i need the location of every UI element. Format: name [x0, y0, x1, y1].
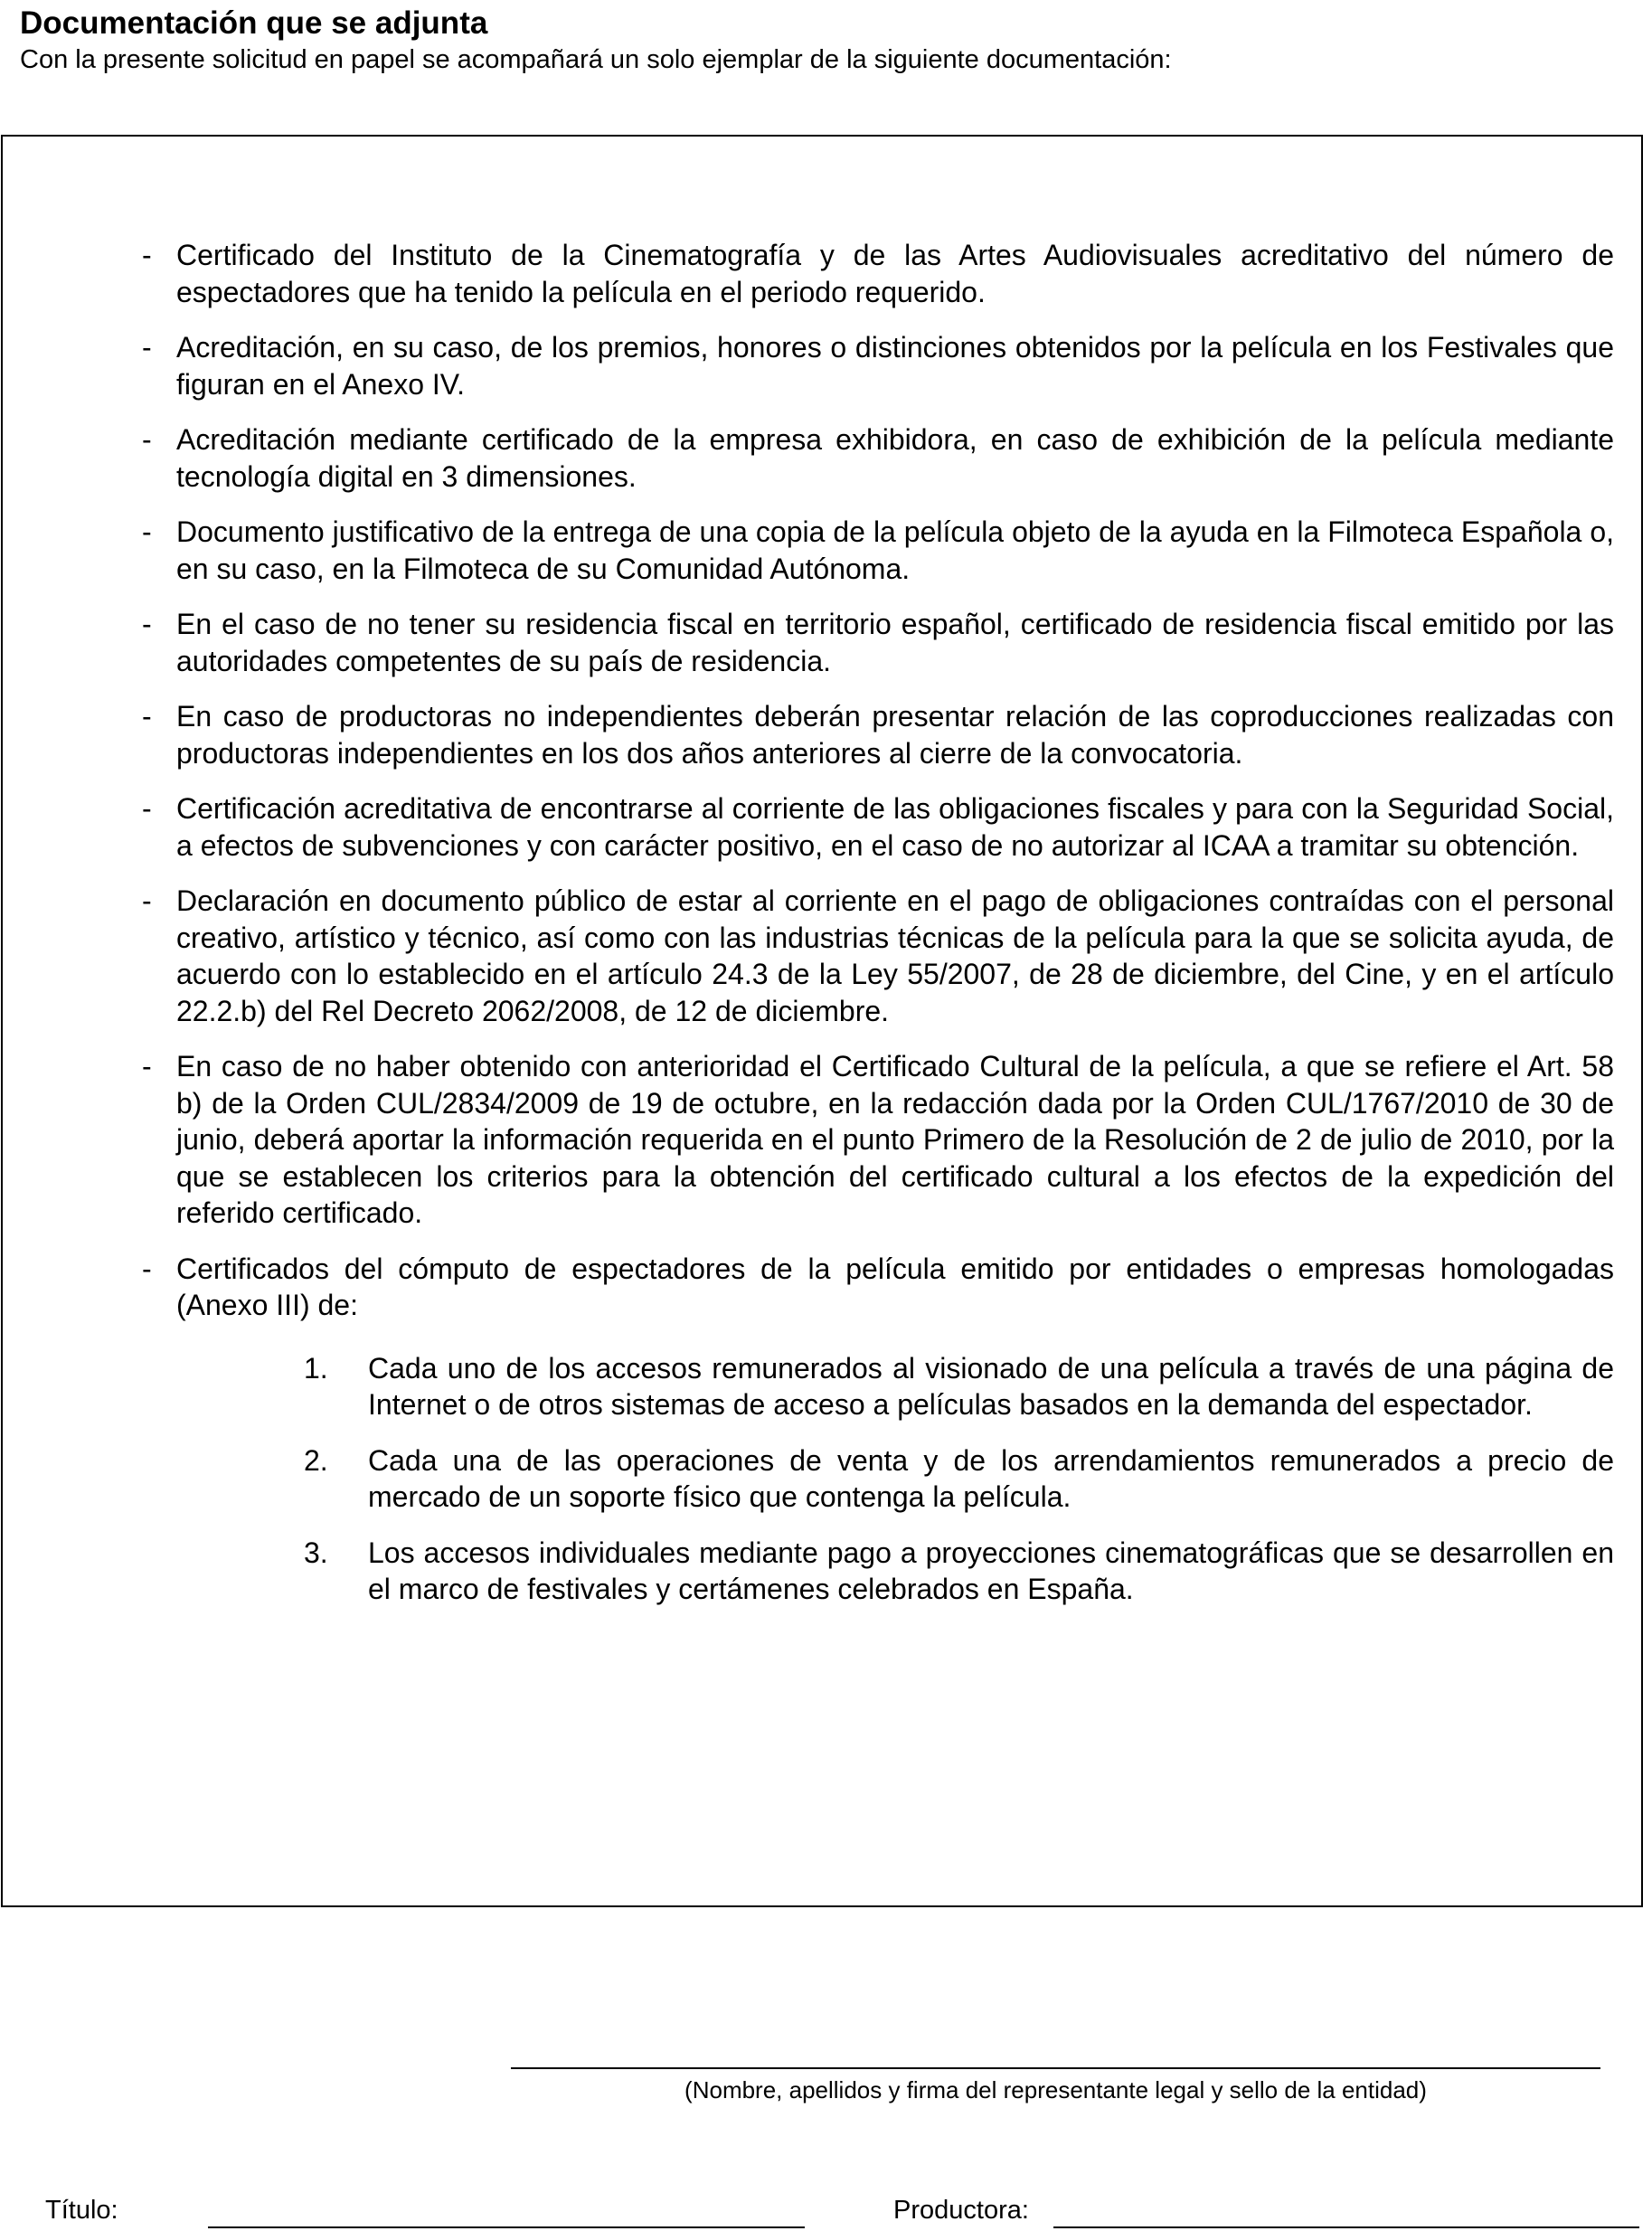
- bullet: -: [142, 331, 152, 364]
- item-number: 3.: [304, 1536, 328, 1569]
- list-item-text: Acreditación, en su caso, de los premios, honores o distinciones obtenidos por la película en los Festivales que figuran en el Anexo IV.: [176, 331, 1614, 401]
- numbered-item: [176, 1442, 1614, 1516]
- numbered-item-text: Cada una de las operaciones de venta y de los arrendamientos remunerados a precio de mercado de un soporte físico que contenga la película.: [368, 1443, 1614, 1513]
- productora-field[interactable]: [1053, 2226, 1639, 2228]
- list-item-text: En caso de productoras no independientes deberán presentar relación de las coproducciones realizadas con productoras independientes en los dos años anteriores al cierre de la convocatoria.: [176, 700, 1614, 770]
- list-item: [142, 329, 1614, 402]
- signature-line[interactable]: [511, 2067, 1600, 2069]
- bullet: -: [142, 884, 152, 917]
- bullet: -: [142, 1252, 152, 1285]
- bullet: -: [142, 1050, 152, 1082]
- item-number: 2.: [304, 1443, 328, 1477]
- list-item: [142, 606, 1614, 679]
- page-subtitle: Con la presente solicitud en papel se acompañará un solo ejemplar de la siguiente documentación:: [20, 45, 1172, 74]
- page-title: Documentación que se adjunta: [20, 5, 488, 41]
- list-item-text: Certificado del Instituto de la Cinematografía y de las Artes Audiovisuales acreditativo del número de espectadores que ha tenido la película en el periodo requerido.: [176, 239, 1614, 308]
- bullet: -: [142, 423, 152, 456]
- productora-label: Productora:: [893, 2196, 1029, 2225]
- titulo-field[interactable]: [208, 2226, 805, 2228]
- bullet: -: [142, 239, 152, 271]
- bullet: -: [142, 700, 152, 733]
- bullet: -: [142, 608, 152, 640]
- list-item: [142, 421, 1614, 495]
- numbered-sub-list: [176, 1350, 1614, 1608]
- list-item: [142, 1048, 1614, 1232]
- list-item: [142, 237, 1614, 310]
- item-number: 1.: [304, 1351, 328, 1385]
- list-item-text: En caso de no haber obtenido con anterioridad el Certificado Cultural de la película, a que se refiere el Art. 58 b) de la Orden CUL/2834/2009 de 19 de octubre, en la redacción dada por la Orden CUL/1767/2010 de 30 de junio, deberá aportar la información requerida en el punto Primero de la Resolución de 2 de julio de 2010, por la que se establecen los criterios para la obtención del certificado cultural a los efectos de la expedición del referido certificado.: [176, 1050, 1614, 1229]
- numbered-item-text: Cada uno de los accesos remunerados al visionado de una película a través de una página de Internet o de otros sistemas de acceso a películas basados en la demanda del espectador.: [368, 1351, 1614, 1421]
- titulo-label: Título:: [45, 2196, 118, 2225]
- numbered-item-text: Los accesos individuales mediante pago a proyecciones cinematográficas que se desarrollen en el marco de festivales y certámenes celebrados en España.: [368, 1536, 1614, 1605]
- signature-caption: (Nombre, apellidos y firma del representante legal y sello de la entidad): [684, 2076, 1427, 2103]
- list-item-text: Certificados del cómputo de espectadores de la película emitido por entidades o empresas homologadas (Anexo III) de:: [176, 1252, 1614, 1321]
- numbered-item: [176, 1535, 1614, 1608]
- list-item-text: Declaración en documento público de estar al corriente en el pago de obligaciones contraídas con el personal creativo, artístico y técnico, así como con las industrias técnicas de la película para la que se solicita ayuda, de acuerdo con lo establecido en el artículo 24.3 de la Ley 55/2007, de 28 de diciembre, del Cine, y en el artículo 22.2.b) del Rel Decreto 2062/2008, de 12 de diciembre.: [176, 884, 1614, 1027]
- bullet: -: [142, 792, 152, 825]
- list-item: [142, 698, 1614, 771]
- numbered-item: [176, 1350, 1614, 1423]
- list-item: [142, 883, 1614, 1029]
- list-item: [142, 790, 1614, 864]
- list-item-text: Certificación acreditativa de encontrarse al corriente de las obligaciones fiscales y para con la Seguridad Social, a efectos de subvenciones y con carácter positivo, en el caso de no autorizar al ICAA a tramitar su obtención.: [176, 792, 1614, 862]
- documents-list: [142, 237, 1614, 1627]
- list-item-text: Documento justificativo de la entrega de una copia de la película objeto de la ayuda en la Filmoteca Española o, en su caso, en la Filmoteca de su Comunidad Autónoma.: [176, 515, 1614, 585]
- bullet: -: [142, 515, 152, 548]
- list-item: [142, 1251, 1614, 1608]
- list-item: [142, 514, 1614, 587]
- list-item-text: Acreditación mediante certificado de la empresa exhibidora, en caso de exhibición de la película mediante tecnología digital en 3 dimensiones.: [176, 423, 1614, 493]
- list-item-text: En el caso de no tener su residencia fiscal en territorio español, certificado de residencia fiscal emitido por las autoridades competentes de su país de residencia.: [176, 608, 1614, 677]
